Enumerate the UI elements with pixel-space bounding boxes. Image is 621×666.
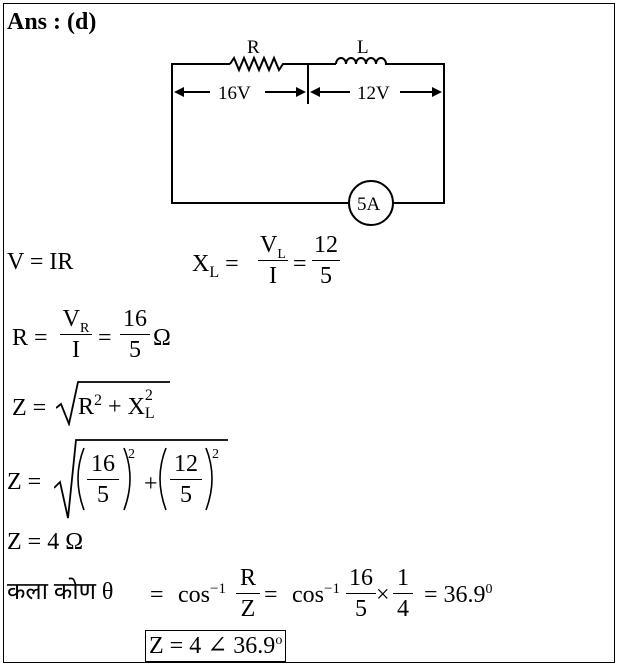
fraction-r-z: R Z bbox=[236, 566, 260, 621]
final-answer-box: Z = 4 ∠ 36.9$^o$ bbox=[145, 630, 286, 662]
z2-fraction-12-5: 12 5 bbox=[170, 452, 202, 507]
answer-label: Ans : (d) bbox=[7, 9, 97, 35]
vl-label: 12V bbox=[357, 83, 390, 104]
z1-radicand: $R^2 + X$ 2 L bbox=[78, 387, 155, 422]
z2-radical-sign bbox=[54, 436, 232, 520]
z1-lhs: Z = bbox=[12, 395, 47, 421]
ohm-law: V = IR bbox=[7, 249, 74, 275]
z2-lhs: Z = bbox=[7, 469, 42, 495]
wire-right bbox=[389, 64, 444, 203]
cos-inverse-2: $\cos^{-1}$ bbox=[292, 581, 340, 608]
xl-fraction-vl-i: $V_L$ I bbox=[258, 233, 288, 288]
ohm-unit: Ω bbox=[153, 325, 171, 351]
r-lhs: R = bbox=[12, 325, 48, 351]
ammeter-label: 5A bbox=[357, 194, 381, 215]
fraction-1-4: 1 4 bbox=[393, 566, 413, 621]
xl-fraction-12-5: 12 5 bbox=[314, 232, 338, 289]
phase-angle-label: कला कोण θ bbox=[7, 579, 114, 605]
z2-fraction-16-5: 16 5 bbox=[87, 452, 119, 507]
fraction-16-5: 16 5 bbox=[346, 566, 376, 621]
wire-left bbox=[172, 64, 348, 203]
inductor-symbol bbox=[336, 58, 389, 64]
cos-inverse-1: $\cos^{-1}$ bbox=[178, 581, 226, 608]
phase-result: = $36.9^0$ bbox=[424, 582, 493, 608]
arrow-head-mid-l bbox=[296, 87, 306, 97]
arrow-head-left bbox=[174, 87, 184, 97]
z-result: Z = 4 Ω bbox=[7, 529, 84, 555]
inductor-label: L bbox=[357, 37, 369, 58]
arrow-head-right bbox=[432, 87, 442, 97]
resistor-label: R bbox=[247, 37, 260, 58]
resistor-symbol bbox=[230, 58, 286, 70]
xl-lhs: $X_L$ = bbox=[192, 251, 239, 281]
r-fraction-vr-i: $V_R$ I bbox=[60, 307, 92, 362]
r-fraction-16-5: 16 5 bbox=[120, 307, 150, 362]
arrow-head-mid-r bbox=[310, 87, 320, 97]
vr-label: 16V bbox=[218, 83, 251, 104]
rl-circuit-diagram bbox=[0, 0, 621, 230]
